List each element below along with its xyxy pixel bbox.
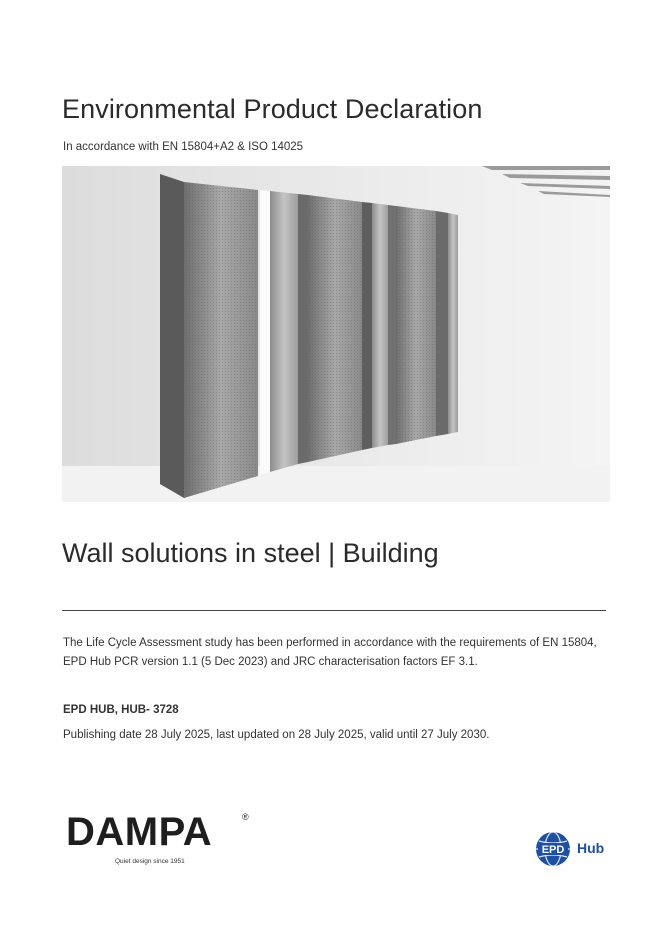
lca-statement: The Life Cycle Assessment study has been performed in accordance with the requirements of EN 15804, EPD Hub PCR version 1.1 (5 Dec 2023) and JRC characterisation factors EF 3.1. <box>63 637 597 668</box>
epd-badge-text: EPD <box>541 844 565 856</box>
epd-hub-logo <box>533 829 613 869</box>
product-title: Wall solutions in steel | Building <box>62 538 439 568</box>
hub-text: Hub <box>577 840 605 856</box>
globe-icon <box>533 829 573 869</box>
registered-mark: ® <box>242 812 249 822</box>
dampa-tagline: Quiet design since 1951 <box>115 858 185 865</box>
standard-line: In accordance with EN 15804+A2 & ISO 14025 <box>63 141 304 153</box>
divider <box>62 610 606 611</box>
dampa-wordmark: DAMPA <box>66 810 213 854</box>
document-title: Environmental Product Declaration <box>62 94 483 124</box>
publishing-info: Publishing date 28 July 2025, last updated on 28 July 2025, valid until 27 July 2030. <box>63 729 490 741</box>
epd-id: EPD HUB, HUB- 3728 <box>63 704 179 716</box>
steel-wall-panels-photo <box>62 166 610 502</box>
dampa-logo <box>66 810 256 870</box>
